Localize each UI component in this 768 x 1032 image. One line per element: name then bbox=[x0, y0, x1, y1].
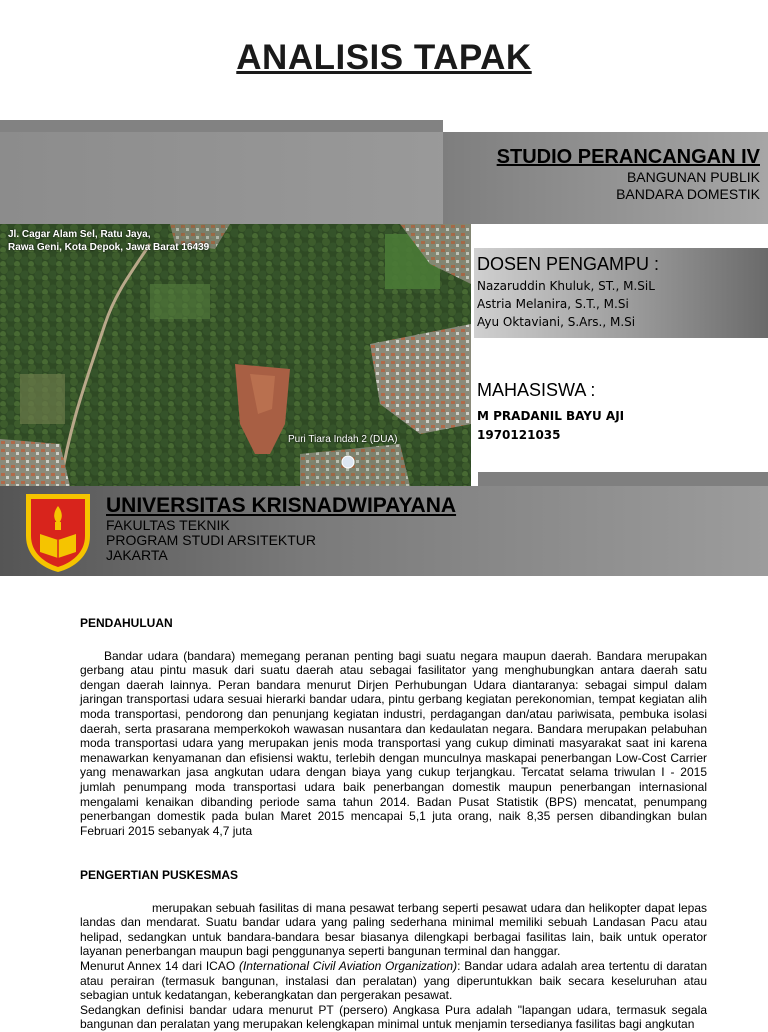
mahasiswa-nim: 1970121035 bbox=[477, 428, 561, 442]
icao-text-italic: (International Civil Aviation Organization) bbox=[238, 958, 458, 973]
aerial-site-image bbox=[0, 224, 471, 486]
section-paragraph: Sedangkan definisi bandar udara menurut PT (persero) Angkasa Pura adalah "lapangan udara, termasuk segala bangunan dan peralatan yang merupakan kelengkapan minimal untuk menjamin tersedianya fasilitas bagi angkutan bbox=[80, 1002, 707, 1032]
section-heading: PENDAHULUAN bbox=[80, 616, 173, 630]
studio-block bbox=[497, 146, 760, 203]
aerial-place-label: Puri Tiara Indah 2 (DUA) bbox=[288, 434, 398, 445]
mahasiswa-info bbox=[477, 407, 624, 445]
aerial-address-line-2: Rawa Geni, Kota Depok, Jawa Barat 16439 bbox=[8, 242, 210, 253]
section-paragraph: Bandar udara (bandara) memegang peranan penting bagi suatu negara maupun daerah. Bandara merupakan gerbang atau pintu masuk dari suatu daerah atau sebagai fasilitator yang menghubungkan antara daerah satu dengan daerah lainnya. Peran bandara menurut Dirjen Perhubungan Udara diantaranya: sebagai simpul dalam jaringan transportasi udara sesuai hierarki bandar udara, pintu gerbang kegiatan perekonomian, tempat kegiatan alih moda transportasi, pendorong dan penunjang kegiatan industri, perdagangan dan/atau pariwisata, pembuka isolasi daerah, serta prasarana memperkokoh wawasan nusantara dan kedaulatan negara. Bandara merupakan pelabuhan moda transportasi udara yang merupakan jenis moda transportasi yang cukup diminati masyarakat saat ini karena menawarkan kenyamanan dan efisiensi waktu, terlebih dengan munculnya maskapai penerbangan Low-Cost Carrier yang menawarkan jasa angkutan udara dengan biaya yang cukup terjangkau. Tercatat selama triwulan I - 2015 jumlah penumpang moda transportasi udara baik penerbangan domestik maupun penerbangan internasional mengalami kenaikan dibanding periode sama tahun 2014. Badan Pusat Statistik (BPS) mencatat, penumpang penerbangan domestik pada bulan Maret 2015 mencapai 5,1 juta orang, naik 8,35 persen dibandingkan bulan Februari 2015 sebanyak 4,7 juta bbox=[80, 648, 707, 838]
university-city: JAKARTA bbox=[106, 547, 168, 563]
university-block bbox=[106, 494, 456, 563]
section-heading: PENGERTIAN PUSKESMAS bbox=[80, 868, 239, 882]
icao-text-end: : Bandar udara adalah area tertentu di daratan atau perairan (termasuk bangunan, instalasi dan peralatan) yang diperuntukkan baik secara keseluruhan atau sebagian untuk kedatangan, keberangkatan dan pergerakan pesawat. bbox=[80, 958, 708, 1003]
bottom-accent-bar bbox=[478, 472, 768, 486]
icao-text-start: Menurut Annex 14 dari ICAO bbox=[80, 958, 239, 973]
university-logo-icon bbox=[22, 490, 94, 574]
aerial-address bbox=[8, 228, 209, 254]
section-paragraph: merupakan sebuah fasilitas di mana pesawat terbang seperti pesawat udara dan helikopter dapat lepas landas dan mendarat. Suatu bandar udara yang paling sederhana minimal memiliki sebuah Landasan Pacu atau helipad, sedangkan untuk bandara-bandara besar biasanya dilengkapi berbagai fasilitas lain, baik untuk operator layanan penerbangan maupun bagi penggunanya seperti bangunan terminal dan hanggar. bbox=[80, 900, 707, 959]
studio-line-1: BANGUNAN PUBLIK bbox=[626, 169, 760, 185]
section-pengertian bbox=[80, 868, 707, 1032]
university-name: UNIVERSITAS KRISNADWIPAYANA bbox=[106, 494, 457, 517]
mahasiswa-heading: MAHASISWA : bbox=[477, 380, 596, 400]
aerial-address-line-1: Jl. Cagar Alam Sel, Ratu Jaya, bbox=[8, 229, 151, 240]
dosen-heading: DOSEN PENGAMPU : bbox=[477, 254, 660, 274]
page-title: ANALISIS TAPAK bbox=[236, 38, 532, 77]
dosen-name: Astria Melanira, S.T., M.Si bbox=[477, 297, 629, 311]
dosen-list bbox=[477, 277, 655, 331]
dosen-name: Ayu Oktaviani, S.Ars., M.Si bbox=[477, 315, 636, 329]
section-paragraph-icao bbox=[80, 959, 707, 1003]
section-pendahuluan bbox=[80, 616, 707, 838]
studio-name: STUDIO PERANCANGAN IV bbox=[496, 146, 760, 168]
program-name: PROGRAM STUDI ARSITEKTUR bbox=[106, 532, 317, 548]
mahasiswa-name: M PRADANIL BAYU AJI bbox=[477, 409, 625, 423]
faculty-name: FAKULTAS TEKNIK bbox=[106, 517, 230, 533]
dosen-name: Nazaruddin Khuluk, ST., M.SiL bbox=[477, 279, 655, 293]
studio-line-2: BANDARA DOMESTIK bbox=[616, 186, 760, 202]
